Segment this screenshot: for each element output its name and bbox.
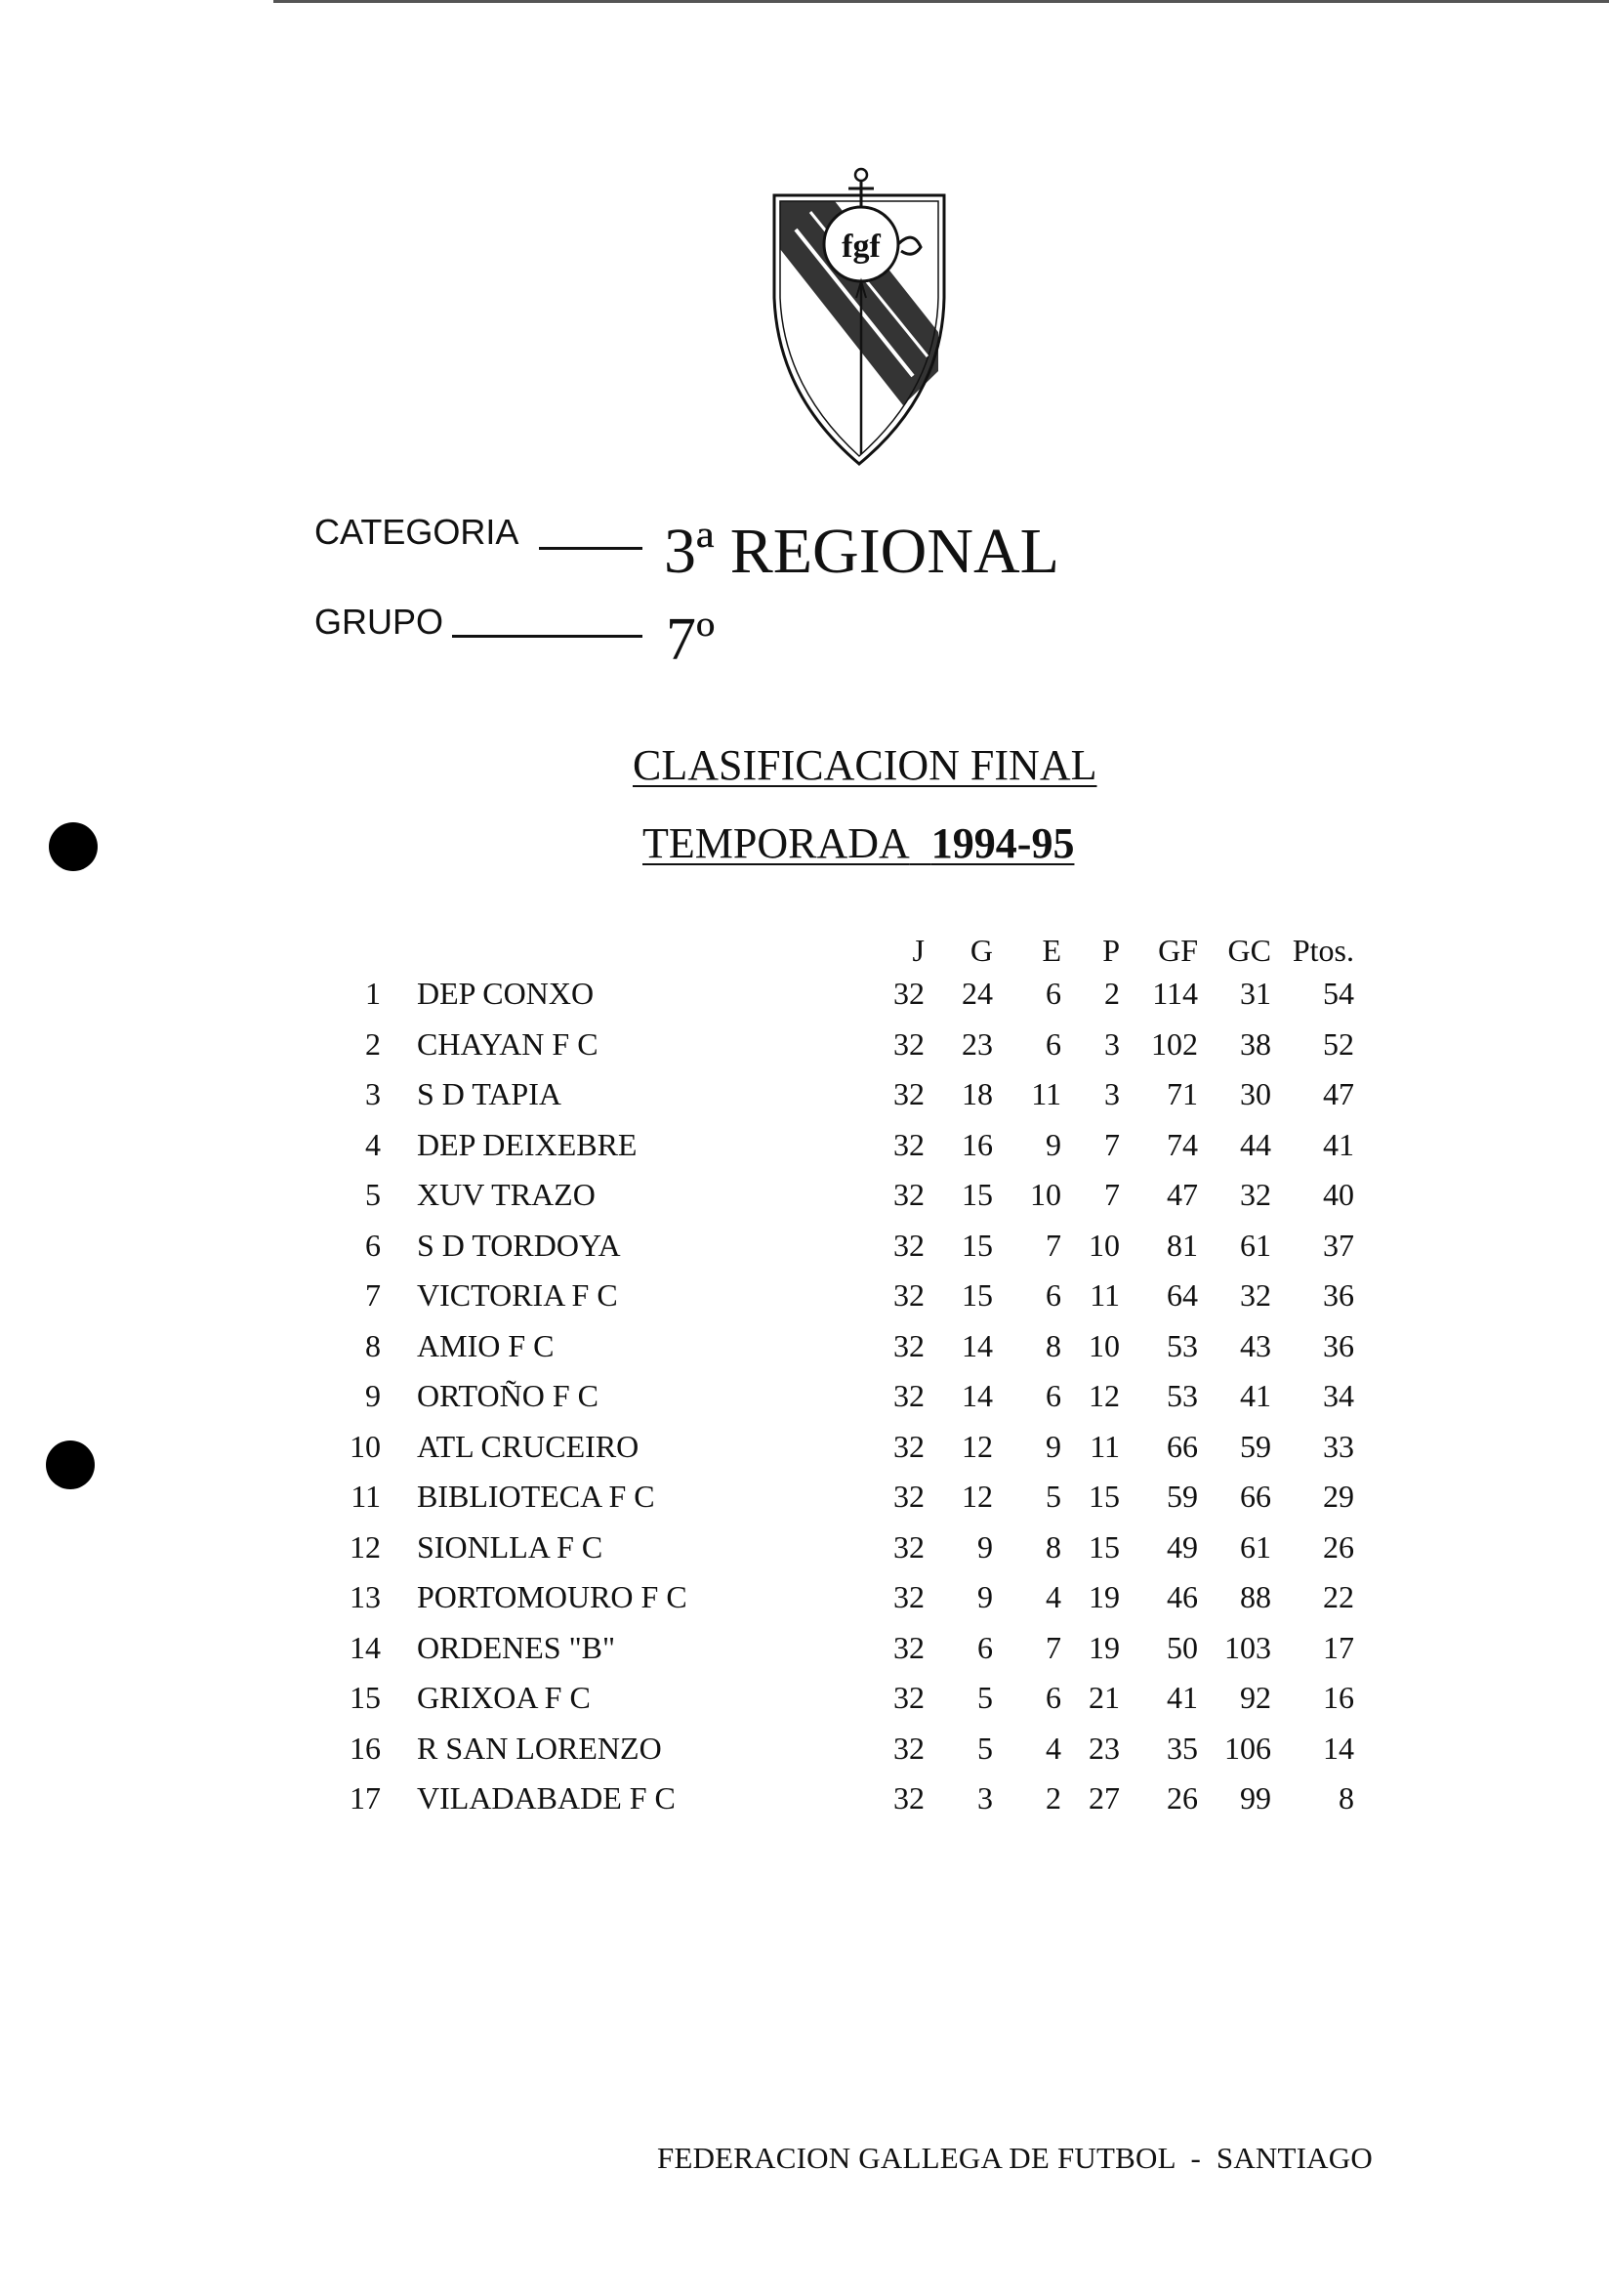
cell-won: 15: [962, 1177, 993, 1213]
cell-position: 15: [350, 1680, 381, 1716]
table-row: [332, 1523, 1354, 1573]
cell-points: 40: [1323, 1177, 1354, 1213]
cell-goals-against: 31: [1240, 976, 1271, 1012]
cell-goals-for: 35: [1167, 1730, 1198, 1766]
cell-points: 34: [1323, 1378, 1354, 1414]
cell-goals-for: 50: [1167, 1629, 1198, 1665]
cell-drawn: 7: [1046, 1629, 1061, 1665]
cell-goals-for: 26: [1167, 1780, 1198, 1816]
cell-goals-against: 99: [1240, 1780, 1271, 1816]
cell-goals-against: 106: [1224, 1730, 1271, 1766]
cell-position: 6: [365, 1227, 381, 1263]
cell-won: 9: [977, 1528, 993, 1565]
cell-goals-for: 49: [1167, 1528, 1198, 1565]
cell-played: 32: [893, 1227, 925, 1263]
cell-won: 16: [962, 1126, 993, 1162]
cell-won: 6: [977, 1629, 993, 1665]
cell-team: DEP DEIXEBRE: [417, 1126, 638, 1162]
cell-goals-for: 114: [1152, 976, 1198, 1012]
cell-team: ORDENES "B": [417, 1629, 616, 1665]
cell-points: 36: [1323, 1327, 1354, 1363]
cell-goals-against: 88: [1240, 1579, 1271, 1615]
cell-team: XUV TRAZO: [417, 1177, 596, 1213]
cell-drawn: 9: [1046, 1428, 1061, 1464]
cell-goals-for: 71: [1167, 1076, 1198, 1112]
cell-lost: 11: [1090, 1428, 1120, 1464]
cell-team: GRIXOA F C: [417, 1680, 591, 1716]
table-row: [332, 1221, 1354, 1272]
cell-won: 23: [962, 1025, 993, 1062]
table-row: [332, 1724, 1354, 1774]
cell-goals-for: 59: [1167, 1479, 1198, 1515]
cell-position: 5: [365, 1177, 381, 1213]
table-header-row: [332, 928, 1354, 969]
cell-drawn: 10: [1030, 1177, 1061, 1213]
cell-won: 24: [962, 976, 993, 1012]
cell-played: 32: [893, 1076, 925, 1112]
cell-won: 5: [977, 1680, 993, 1716]
cell-points: 36: [1323, 1277, 1354, 1314]
cell-lost: 10: [1089, 1227, 1120, 1263]
col-header-played: J: [912, 933, 925, 968]
cell-lost: 12: [1089, 1378, 1120, 1414]
grupo-label: GRUPO: [314, 602, 444, 642]
cell-position: 13: [350, 1579, 381, 1615]
cell-points: 22: [1323, 1579, 1354, 1615]
cell-goals-for: 74: [1167, 1126, 1198, 1162]
cell-position: 2: [365, 1025, 381, 1062]
cell-position: 16: [350, 1730, 381, 1766]
cell-position: 14: [350, 1629, 381, 1665]
cell-lost: 19: [1089, 1629, 1120, 1665]
col-header-drawn: E: [1042, 933, 1061, 968]
cell-lost: 15: [1089, 1528, 1120, 1565]
cell-drawn: 6: [1046, 1680, 1061, 1716]
cell-goals-against: 103: [1224, 1629, 1271, 1665]
categoria-label: CATEGORIA: [314, 512, 519, 552]
grupo-value: 7º: [666, 606, 716, 673]
cell-won: 15: [962, 1277, 993, 1314]
cell-lost: 21: [1089, 1680, 1120, 1716]
cell-goals-for: 64: [1167, 1277, 1198, 1314]
cell-position: 4: [365, 1126, 381, 1162]
cell-goals-against: 61: [1240, 1227, 1271, 1263]
cell-points: 29: [1323, 1479, 1354, 1515]
table-row: [332, 1069, 1354, 1120]
cell-goals-against: 59: [1240, 1428, 1271, 1464]
cell-goals-for: 41: [1167, 1680, 1198, 1716]
cell-position: 8: [365, 1327, 381, 1363]
cell-lost: 7: [1104, 1126, 1120, 1162]
cell-goals-against: 32: [1240, 1177, 1271, 1213]
col-header-won: G: [970, 933, 993, 968]
table-row: [332, 1120, 1354, 1171]
cell-played: 32: [893, 1327, 925, 1363]
col-header-team: [381, 928, 856, 969]
cell-goals-for: 102: [1151, 1025, 1198, 1062]
season-line: [642, 818, 1074, 868]
cell-points: 33: [1323, 1428, 1354, 1464]
cell-team: VICTORIA F C: [417, 1277, 618, 1314]
cell-drawn: 5: [1046, 1479, 1061, 1515]
categoria-underline: [539, 547, 642, 550]
cell-points: 14: [1323, 1730, 1354, 1766]
cell-position: 9: [365, 1378, 381, 1414]
cell-drawn: 6: [1046, 1025, 1061, 1062]
table-row: [332, 969, 1354, 1020]
cell-lost: 11: [1090, 1277, 1120, 1314]
cell-played: 32: [893, 1025, 925, 1062]
cell-played: 32: [893, 1528, 925, 1565]
cell-position: 12: [350, 1528, 381, 1565]
cell-played: 32: [893, 1629, 925, 1665]
cell-goals-against: 43: [1240, 1327, 1271, 1363]
cell-lost: 27: [1089, 1780, 1120, 1816]
cell-team: SIONLLA F C: [417, 1528, 603, 1565]
page-top-edge: [273, 0, 1609, 3]
table-row: [332, 1472, 1354, 1523]
cell-team: ATL CRUCEIRO: [417, 1428, 639, 1464]
cell-played: 32: [893, 1277, 925, 1314]
cell-lost: 3: [1104, 1076, 1120, 1112]
col-header-lost: P: [1102, 933, 1120, 968]
cell-goals-against: 38: [1240, 1025, 1271, 1062]
cell-goals-for: 53: [1167, 1327, 1198, 1363]
cell-team: DEP CONXO: [417, 976, 595, 1012]
cell-drawn: 8: [1046, 1528, 1061, 1565]
grupo-underline: [452, 635, 642, 638]
col-header-goals-for: GF: [1158, 933, 1198, 968]
cell-lost: 3: [1104, 1025, 1120, 1062]
cell-played: 32: [893, 1378, 925, 1414]
cell-drawn: 8: [1046, 1327, 1061, 1363]
col-header-points: Ptos.: [1292, 933, 1354, 968]
cell-drawn: 2: [1046, 1780, 1061, 1816]
cell-goals-against: 41: [1240, 1378, 1271, 1414]
cell-goals-for: 66: [1167, 1428, 1198, 1464]
cell-drawn: 4: [1046, 1730, 1061, 1766]
cell-goals-against: 32: [1240, 1277, 1271, 1314]
cell-points: 37: [1323, 1227, 1354, 1263]
cell-played: 32: [893, 1680, 925, 1716]
cell-played: 32: [893, 1428, 925, 1464]
cell-played: 32: [893, 1780, 925, 1816]
cell-won: 12: [962, 1479, 993, 1515]
table-row: [332, 1170, 1354, 1221]
cell-lost: 2: [1104, 976, 1120, 1012]
cell-team: CHAYAN F C: [417, 1025, 598, 1062]
cell-played: 32: [893, 1479, 925, 1515]
cell-won: 14: [962, 1327, 993, 1363]
table-row: [332, 1422, 1354, 1473]
cell-lost: 10: [1089, 1327, 1120, 1363]
season-label: TEMPORADA: [642, 819, 910, 867]
cell-team: PORTOMOURO F C: [417, 1579, 687, 1615]
cell-team: VILADABADE F C: [417, 1780, 676, 1816]
svg-text:fgf: fgf: [842, 229, 881, 265]
cell-played: 32: [893, 1126, 925, 1162]
table-row: [332, 1572, 1354, 1623]
col-header-goals-against: GC: [1227, 933, 1271, 968]
cell-won: 15: [962, 1227, 993, 1263]
cell-goals-for: 47: [1167, 1177, 1198, 1213]
cell-lost: 15: [1089, 1479, 1120, 1515]
cell-points: 16: [1323, 1680, 1354, 1716]
table-row: [332, 1774, 1354, 1824]
cell-team: R SAN LORENZO: [417, 1730, 662, 1766]
cell-drawn: 6: [1046, 1378, 1061, 1414]
table-row: [332, 1321, 1354, 1372]
classification-title: CLASIFICACION FINAL: [633, 741, 1097, 789]
cell-goals-against: 30: [1240, 1076, 1271, 1112]
cell-lost: 23: [1089, 1730, 1120, 1766]
cell-drawn: 7: [1046, 1227, 1061, 1263]
cell-drawn: 6: [1046, 1277, 1061, 1314]
table-row: [332, 1371, 1354, 1422]
cell-won: 3: [977, 1780, 993, 1816]
cell-points: 26: [1323, 1528, 1354, 1565]
cell-played: 32: [893, 1177, 925, 1213]
table-row: [332, 1673, 1354, 1724]
federation-crest-logo: [766, 161, 957, 469]
cell-points: 8: [1339, 1780, 1354, 1816]
punch-hole-top: [49, 822, 98, 871]
col-header-position: [332, 928, 381, 969]
cell-position: 1: [365, 976, 381, 1012]
cell-team: S D TORDOYA: [417, 1227, 621, 1263]
cell-goals-against: 92: [1240, 1680, 1271, 1716]
cell-drawn: 11: [1031, 1076, 1061, 1112]
cell-team: BIBLIOTECA F C: [417, 1479, 655, 1515]
cell-position: 11: [351, 1479, 381, 1515]
cell-position: 10: [350, 1428, 381, 1464]
cell-points: 47: [1323, 1076, 1354, 1112]
cell-team: S D TAPIA: [417, 1076, 561, 1112]
cell-drawn: 4: [1046, 1579, 1061, 1615]
standings-table: [332, 928, 1354, 1824]
cell-won: 9: [977, 1579, 993, 1615]
cell-played: 32: [893, 976, 925, 1012]
cell-goals-for: 53: [1167, 1378, 1198, 1414]
season-year: 1994-95: [930, 819, 1075, 867]
cell-team: AMIO F C: [417, 1327, 555, 1363]
cell-team: ORTOÑO F C: [417, 1378, 598, 1414]
categoria-value: 3ª REGIONAL: [664, 516, 1059, 587]
punch-hole-bottom: [46, 1440, 95, 1489]
cell-points: 54: [1323, 976, 1354, 1012]
cell-played: 32: [893, 1730, 925, 1766]
table-row: [332, 1623, 1354, 1674]
cell-drawn: 9: [1046, 1126, 1061, 1162]
cell-points: 52: [1323, 1025, 1354, 1062]
cell-won: 12: [962, 1428, 993, 1464]
cell-position: 7: [365, 1277, 381, 1314]
table-row: [332, 1271, 1354, 1321]
table-row: [332, 1020, 1354, 1070]
cell-won: 18: [962, 1076, 993, 1112]
cell-played: 32: [893, 1579, 925, 1615]
cell-points: 41: [1323, 1126, 1354, 1162]
federation-footer: FEDERACION GALLEGA DE FUTBOL - SANTIAGO: [657, 2141, 1373, 2175]
cell-goals-for: 46: [1167, 1579, 1198, 1615]
cell-position: 17: [350, 1780, 381, 1816]
cell-won: 5: [977, 1730, 993, 1766]
cell-won: 14: [962, 1378, 993, 1414]
cell-goals-against: 61: [1240, 1528, 1271, 1565]
cell-goals-for: 81: [1167, 1227, 1198, 1263]
cell-goals-against: 44: [1240, 1126, 1271, 1162]
cell-drawn: 6: [1046, 976, 1061, 1012]
cell-lost: 7: [1104, 1177, 1120, 1213]
cell-points: 17: [1323, 1629, 1354, 1665]
cell-lost: 19: [1089, 1579, 1120, 1615]
cell-position: 3: [365, 1076, 381, 1112]
cell-goals-against: 66: [1240, 1479, 1271, 1515]
